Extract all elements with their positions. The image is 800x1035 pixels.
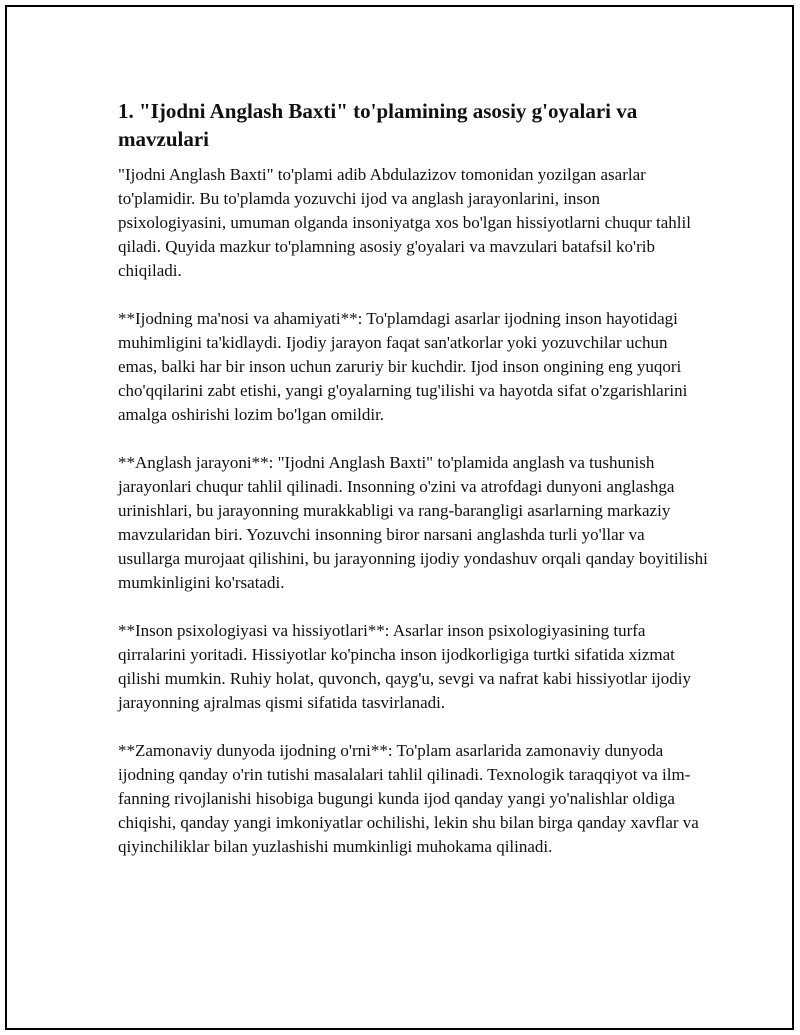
paragraph-anglash-jarayoni: **Anglash jarayoni**: "Ijodni Anglash Baxti" to'plamida anglash va tushunish jarayonlari chuqur tahlil qilinadi. Insonning o'zini va atrofdagi dunyoni anglashga urinishlari, bu jarayonning murakkabligi va rang-barangligi asarlarning markaziy mavzularidan biri. Yozuvchi insonning biror narsani anglashda turli yo'llar va usullarga murojaat qilishini, bu jarayonning ijodiy yondashuv orqali qanday boyitilishi mumkinligini ko'rsatadi.	[118, 453, 708, 592]
paragraph-ijodning-manosi: **Ijodning ma'nosi va ahamiyati**: To'plamdagi asarlar ijodning inson hayotidagi muhimligini ta'kidlaydi. Ijodiy jarayon faqat san'atkorlar yoki yozuvchilar uchun emas, balki har bir inson uchun zaruriy bir kuchdir. Ijod inson ongining eng yuqori cho'qqilarini zabt etishi, yangi g'oyalarning tug'ilishi va hayotda sifat o'zgarishlarini amalga oshirishi lozim bo'lgan omildir.	[118, 309, 688, 424]
paragraph-zamonaviy-dunyo: **Zamonaviy dunyoda ijodning o'rni**: To'plam asarlarida zamonaviy dunyoda ijodning qanday o'rin tutishi masalalari tahlil qilinadi. Texnologik taraqqiyot va ilm-fanning rivojlanishi hisobiga bugungi kunda ijod qanday yangi yo'nalishlar oldiga chiqishi, qanday yangi imkoniyatlar ochilishi, lekin shu bilan birga qanday xavflar va qiyinchiliklar bilan yuzlashishi mumkinligi muhokama qilinadi.	[118, 741, 699, 856]
paragraph-inson-psixologiyasi: **Inson psixologiyasi va hissiyotlari**: Asarlar inson psixologiyasining turfa qirralarini yoritadi. Hissiyotlar ko'pincha inson ijodkorligiga turtki sifatida xizmat qilishi mumkin. Ruhiy holat, quvonch, qayg'u, sevgi va nafrat kabi hissiyotlar ijodiy jarayonning ajralmas qismi sifatida tasvirlanadi.	[118, 621, 691, 712]
document-title: 1. "Ijodni Anglash Baxti" to'plamining asosiy g'oyalari va mavzulari	[118, 99, 638, 151]
paragraph-intro: "Ijodni Anglash Baxti" to'plami adib Abdulazizov tomonidan yozilgan asarlar to'plamidir. Bu to'plamda yozuvchi ijod va anglash jarayonlarini, inson psixologiyasini, umuman olganda insoniyatga xos bo'lgan hissiyotlarni chuqur tahlil qiladi. Quyida mazkur to'plamning asosiy g'oyalari va mavzulari batafsil ko'rib chiqiladi.	[118, 165, 691, 280]
page-frame	[5, 5, 794, 1030]
document-body	[118, 97, 708, 883]
